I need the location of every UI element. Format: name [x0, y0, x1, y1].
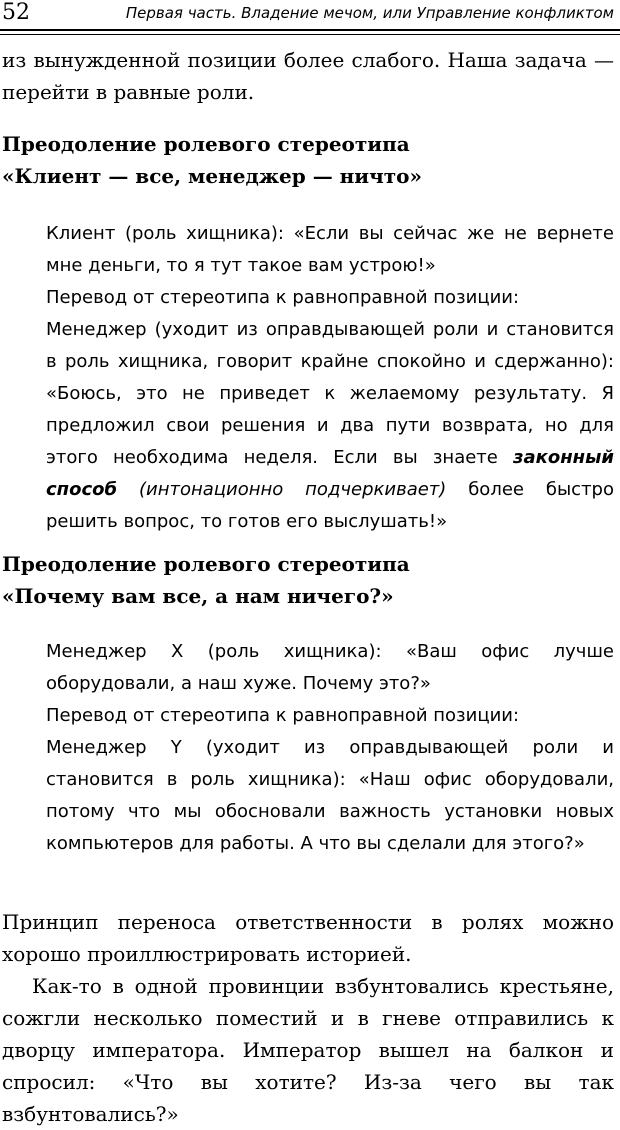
section-1-heading	[2, 128, 614, 192]
manager-text-2: более быстро решить вопрос, то готов его выслушать!»	[46, 479, 614, 532]
translation-line-1: Перевод от стереотипа к равноправной позиции:	[46, 287, 520, 308]
translation-line-2: Перевод от стереотипа к равноправной позиции:	[46, 705, 520, 726]
header-rule-thin	[0, 34, 620, 35]
manager-line	[46, 314, 614, 538]
closing-text	[2, 906, 614, 1130]
manager-x-line: Менеджер X (роль хищника): «Ваш офис лучше оборудовали, а наш хуже. Почему это?»	[46, 641, 614, 694]
section-2-dialogue	[46, 636, 614, 860]
closing-paragraph-1: Принцип переноса ответственности в ролях можно хорошо проиллюстрировать историей.	[2, 910, 614, 966]
page-header	[0, 0, 620, 34]
section-1-dialogue	[46, 218, 614, 538]
section-2-heading-line-2: «Почему вам все, а нам ничего?»	[2, 584, 394, 608]
manager-y-line: Менеджер Y (уходит из оправдывающей роли и становится в роль хищника): «Наш офис оборудовали, потому что мы обосновали важность установки новых компьютеров для работы. А что вы сделали для этого?»	[46, 737, 614, 854]
manager-text-1: Менеджер (уходит из оправдывающей роли и становится в роль хищника, говорит крайне спокойно и сдержанно): «Боюсь, это не приведет к желаемому результату. Я предложил свои решения и два пути возврата, но для этого необходима неделя. Если вы знаете	[46, 319, 614, 468]
intro-paragraph: из вынужденной позиции более слабого. Наша задача — перейти в равные роли.	[2, 48, 614, 104]
section-1-heading-line-2: «Клиент — все, менеджер — ничто»	[2, 164, 422, 188]
manager-stage-note: (интонационно подчеркивает)	[117, 479, 447, 500]
section-2-heading-line-1: Преодоление ролевого стереотипа	[2, 552, 410, 576]
header-rule	[0, 29, 620, 31]
running-title: Первая часть. Владение мечом, или Управление конфликтом	[125, 4, 614, 22]
section-2-heading	[2, 548, 614, 612]
section-1-heading-line-1: Преодоление ролевого стереотипа	[2, 132, 410, 156]
page-number: 52	[2, 0, 30, 25]
closing-paragraph-2: Как-то в одной провинции взбунтовались крестьяне, сожгли несколько поместий и в гневе отправились к дворцу императора. Император вышел на балкон и спросил: «Что вы хотите? Из-за чего вы так взбунтовались?»	[2, 974, 614, 1126]
client-line: Клиент (роль хищника): «Если вы сейчас же не вернете мне деньги, то я тут такое вам устрою!»	[46, 223, 614, 276]
manager-emphasis: законный способ	[46, 447, 614, 500]
